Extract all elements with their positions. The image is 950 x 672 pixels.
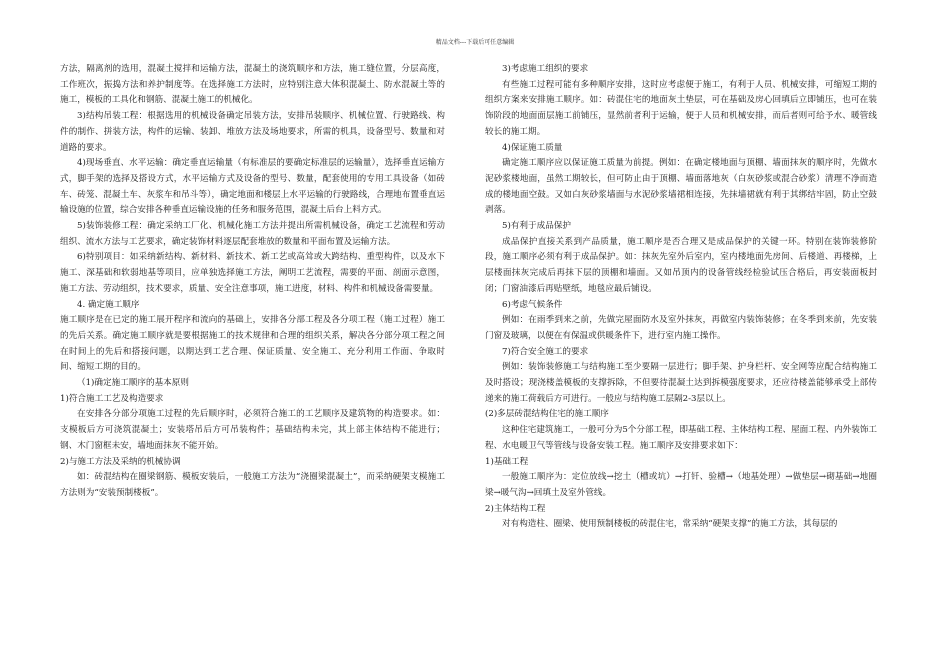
paragraph: 如：砖混结构在圈梁钢筋、模板安装后，一般施工方法为“浇圈梁混凝土”，而采纳硬架支模施工方法则为“安装预制楼板”。 bbox=[60, 472, 445, 498]
paragraph: 方法，隔离剂的选用，混凝土搅拌和运输方法，混凝土的浇筑顺序和方法，施工缝位置，分层高度，工作班次，振捣方法和养护制度等。在选择施工方法时，应特别注意大体积混凝土、防水混凝土等的施工，模板的工具化和钢筋、混凝土施工的机械化。 bbox=[60, 64, 445, 106]
paragraph: (2)多层砖混结构住宅的施工顺序 bbox=[485, 409, 609, 420]
paragraph: 有些施工过程可能有多种顺序安排，这时应考虑便于施工，有利于人员、机械安排，可缩短工期的组织方案来安排施工顺序。如：砖混住宅的地面灰土垫层，可在基础及房心回填后立即铺压，也可在装饰阶段的地面面层施工前铺压，显然前者利于运输，便于人员和机械安排，而后者则可给予水、暖管线较长的施工期。 bbox=[485, 79, 877, 137]
paragraph: 确定施工顺序应以保证施工质量为前提。例如：在确定楼地面与顶棚、墙面抹灰的顺序时，先做水泥砂浆楼地面，虽然工期较长，但可防止由于顶棚、墙面落地灰（白灰砂浆或混合砂浆）清理不净而造成的楼地面空鼓。又如白灰砂浆墙面与水泥砂浆墙裙相连接，先抹墙裙就有利于其绑结牢固，防止空鼓剥落。 bbox=[485, 158, 877, 216]
paragraph: 3)结构吊装工程：根据选用的机械设备确定吊装方法，安排吊装顺序、机械位置、行驶路线、构件的制作、拼装方法，构件的运输、装卸、堆放方法及场地要求，所需的机具，设备型号、数量和对道路的要求。 bbox=[60, 111, 445, 153]
paragraph: 3)考虑施工组织的要求 bbox=[502, 64, 589, 74]
paragraph: （1)确定施工顺序的基本原则 bbox=[77, 378, 189, 389]
paragraph: 6)特别项目：如采纳新结构、新材料、新技术、新工艺或高耸或大跨结构、重型构件，以及水下施工、深基础和软弱地基等项目，应单独选择施工方法，阐明工艺流程，需要的平面、剖面示意图，施工方法、劳动组织，技术要求，质量、安全注意事项，施工进度，材料、构件和机械设备需要量。 bbox=[60, 252, 445, 294]
paragraph: 6)考虑气候条件 bbox=[502, 299, 563, 310]
paragraph: 施工顺序是在已定的施工展开程序和流向的基础上，安排各分部工程及各分项工程（施工过程）施工的先后关系。确定施工顺序就是要根据施工的技术规律和合理的组织关系，解决各分部分项工程之间在时间上的先后和搭接问题，以期达到工艺合理、保证质量、安全施工、充分利用工作面、争取时间、缩短工期的目的。 bbox=[60, 315, 445, 373]
paragraph: 4)现场垂直、水平运输：确定垂直运输量（有标准层的要确定标准层的运输量），选择垂直运输方式，脚手架的选择及搭设方式，水平运输方式及设备的型号、数量，配套使用的专用工具设备（如砖车、砖笼、混凝土车、灰浆车和吊斗等），确定地面和楼层上水平运输的行驶路线，合理地布置垂直运输设施的位置，综合安排各种垂直运输设施的任务和服务范围，混凝土后台上料方式。 bbox=[60, 158, 445, 216]
paragraph: 例如：装饰装修施工与结构施工至少要隔一层进行；脚手架、护身栏杆、安全网等应配合结构施工及时搭设；现浇楼盖模板的支撑拆除，不但要待混凝土达到拆模强度要求，还应待楼盖能够承受上部传递来的施工荷载后方可进行。一般应与结构施工层隔2-3层以上。 bbox=[485, 362, 877, 404]
paragraph: 5)有利于成品保护 bbox=[502, 221, 571, 232]
paragraph: 7)符合安全施工的要求 bbox=[502, 346, 589, 357]
paragraph: 这种住宅建筑施工，一般可分为5个分部工程，即基础工程、主体结构工程、屋面工程、内外装饰工程、水电暖卫气等管线与设备安装工程。施工顺序及安排要求如下： bbox=[485, 425, 878, 451]
paragraph: 2)主体结构工程 bbox=[485, 503, 546, 514]
paragraph: 在安排各分部分项施工过程的先后顺序时，必须符合施工的工艺顺序及建筑物的构造要求。如：支模板后方可浇筑混凝土；安装塔吊后方可吊装构件；基础结构未完，其上部主体结构不能进行；钢、木门窗框未安，墙地面抹灰不能开始。 bbox=[60, 409, 445, 451]
paragraph: 1)符合施工工艺及构造要求 bbox=[60, 393, 164, 404]
paragraph: 1)基础工程 bbox=[485, 456, 529, 467]
paragraph: 一般施工顺序为：定位放线→挖土（槽或坑）→打钎、验槽→（地基处理）→做垫层→砌基础→地圈梁→暖气沟→回填土及室外管线。 bbox=[485, 472, 877, 498]
paragraph: 成品保护直接关系到产品质量，施工顺序是否合理又是成品保护的关键一环。特别在装饰装修阶段，施工顺序必须有利于成品保护。如：抹灰先室外后室内，室内楼地面先房间、后楼道、再楼梯，上层楼面抹灰完成后再抹下层的顶棚和墙面。又如吊顶内的设备管线经检验试压合格后，再安装面板封闭；门窗油漆后再贴壁纸，地毯应最后铺设。 bbox=[485, 236, 877, 294]
paragraph: 2)与施工方法及采纳的机械协调 bbox=[60, 456, 181, 467]
paragraph: 例如：在雨季到来之前，先做完屋面防水及室外抹灰，再做室内装饰装修；在冬季到来前，先安装门窗及玻璃，以便在有保温或供暖条件下，进行室内施工操作。 bbox=[485, 315, 877, 341]
right-column bbox=[485, 62, 877, 533]
paragraph: 4. 确定施工顺序 bbox=[77, 299, 140, 310]
page-header: 精品文档---下载后可任意编辑 bbox=[435, 39, 515, 46]
left-column bbox=[60, 62, 445, 502]
paragraph: 4)保证施工质量 bbox=[502, 142, 563, 153]
paragraph: 对有构造柱、圈梁、使用预制楼板的砖混住宅，常采纳“硬架支撑”的施工方法，其每层的 bbox=[502, 519, 838, 530]
paragraph: 5)装饰装修工程：确定采纳工厂化、机械化施工方法并提出所需机械设备，确定工艺流程和劳动组织、流水方法与工艺要求，确定装饰材料逐层配套堆放的数量和平面布置及运输方法。 bbox=[60, 221, 445, 247]
